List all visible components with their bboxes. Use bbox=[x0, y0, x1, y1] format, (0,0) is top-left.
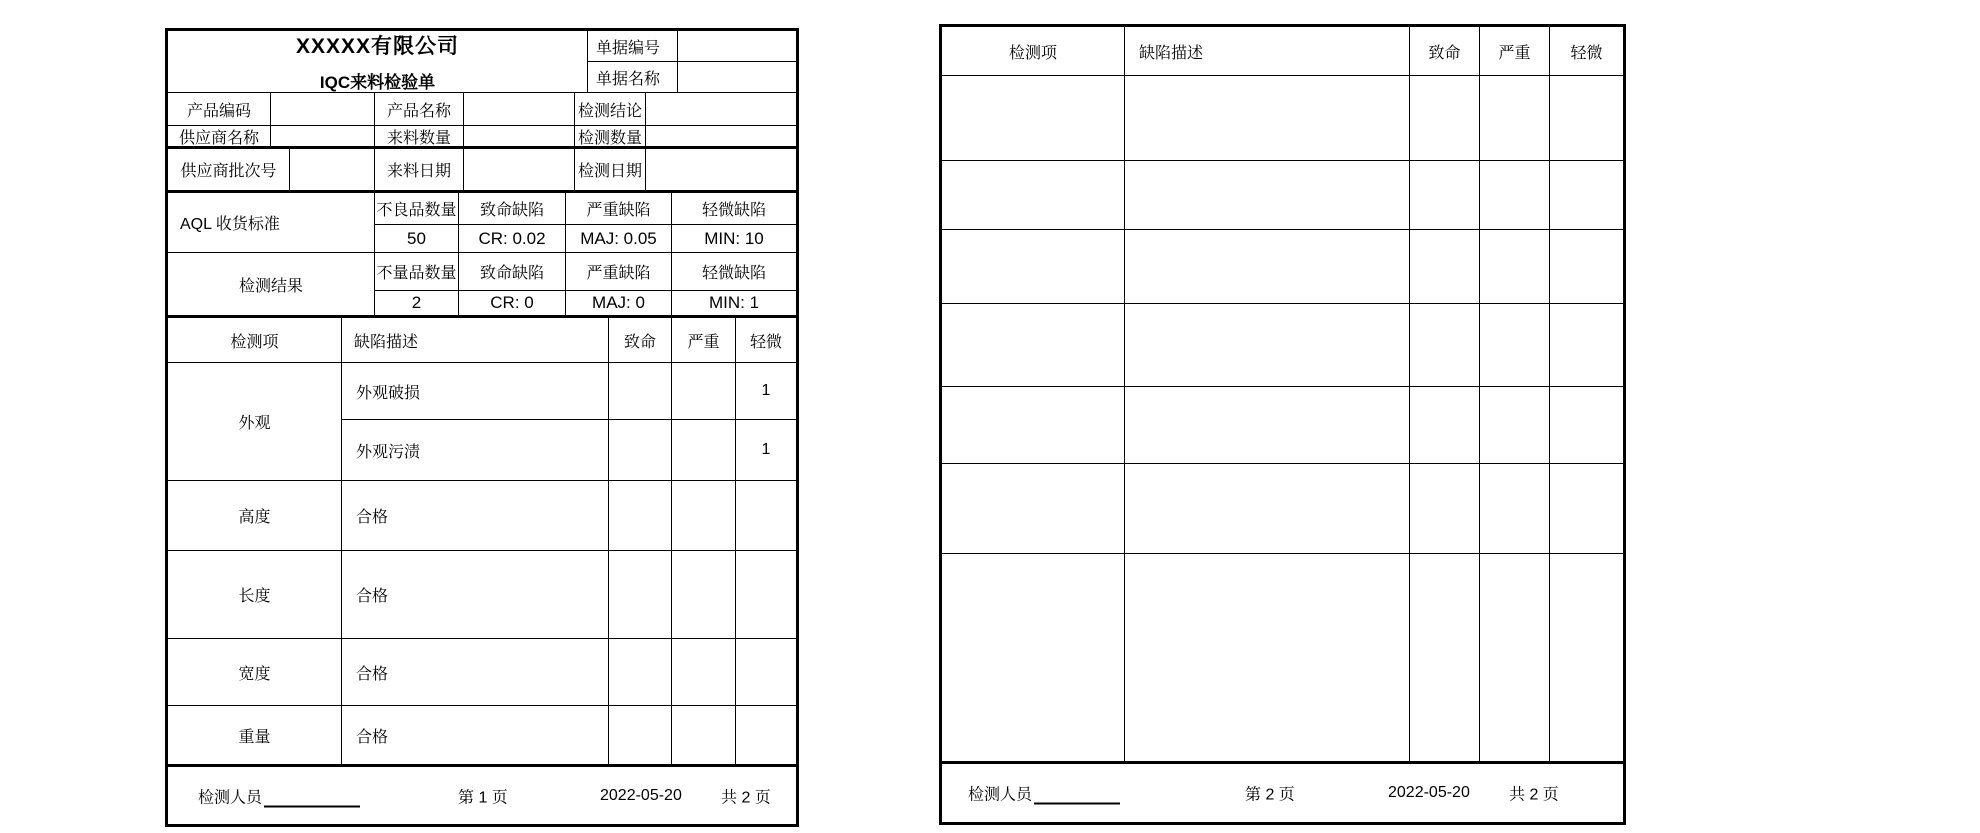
result-major-value: MAJ: 0 bbox=[566, 291, 672, 315]
critical-count bbox=[609, 706, 672, 764]
empty-cell bbox=[1410, 464, 1480, 553]
result-minor-header: 轻微缺陷 bbox=[701, 265, 766, 282]
major-count bbox=[672, 363, 736, 419]
product-name-value bbox=[464, 93, 575, 125]
major-count bbox=[672, 551, 736, 638]
empty-cell bbox=[1125, 230, 1410, 303]
major-count bbox=[672, 639, 736, 705]
empty-row bbox=[942, 230, 1623, 304]
empty-cell bbox=[942, 230, 1125, 303]
minor-count bbox=[736, 706, 796, 764]
detail-item-label: 长度 bbox=[168, 551, 342, 638]
empty-cell bbox=[1410, 554, 1480, 761]
aql-grid bbox=[375, 193, 796, 252]
empty-cell bbox=[1410, 230, 1480, 303]
product-name-label: 产品名称 bbox=[375, 93, 464, 125]
empty-cell bbox=[1550, 161, 1623, 229]
form-header bbox=[168, 31, 588, 92]
supplier-batch-value bbox=[290, 149, 375, 190]
print-date: 2022-05-20 bbox=[1388, 784, 1470, 801]
detail-header-minor: 轻微 bbox=[749, 333, 782, 351]
inspect-date-value bbox=[646, 149, 796, 190]
result-major-header: 严重缺陷 bbox=[566, 253, 672, 290]
inspect-qty-value bbox=[646, 126, 796, 146]
empty-cell bbox=[1410, 387, 1480, 463]
detail-group-weight bbox=[168, 706, 796, 767]
incoming-date-value bbox=[464, 149, 575, 190]
empty-cell bbox=[1480, 161, 1550, 229]
page-number: 第 1 页 bbox=[458, 789, 508, 806]
defect-desc: 外观破损 bbox=[342, 363, 609, 419]
supplier-name-label: 供应商名称 bbox=[168, 126, 271, 146]
info-row-supplier bbox=[168, 126, 796, 149]
supplier-name-value bbox=[271, 126, 375, 146]
empty-cell bbox=[1550, 464, 1623, 553]
incoming-date-label: 来料日期 bbox=[375, 149, 464, 190]
empty-cell bbox=[1550, 554, 1623, 761]
result-section bbox=[168, 253, 796, 318]
aql-minor-value: MIN: 10 bbox=[704, 228, 764, 248]
minor-count bbox=[736, 551, 796, 638]
empty-cell bbox=[1125, 464, 1410, 553]
info-row-batch bbox=[168, 149, 796, 193]
defect-desc: 合格 bbox=[342, 639, 609, 705]
info-row-product bbox=[168, 93, 796, 126]
empty-cell bbox=[1550, 387, 1623, 463]
empty-cell bbox=[1125, 554, 1410, 761]
doc-name-value bbox=[678, 62, 796, 93]
defect-desc: 外观污渍 bbox=[342, 420, 609, 480]
doc-no-label: 单据编号 bbox=[588, 31, 678, 61]
empty-cell bbox=[1125, 76, 1410, 160]
supplier-batch-label: 供应商批次号 bbox=[168, 149, 290, 190]
incoming-qty-label: 来料数量 bbox=[375, 126, 464, 146]
aql-defective-qty-header: 不良品数量 bbox=[375, 193, 459, 224]
inspect-date-label: 检测日期 bbox=[575, 149, 646, 190]
inspect-qty-label: 检测数量 bbox=[575, 126, 646, 146]
aql-major-header: 严重缺陷 bbox=[566, 193, 672, 224]
detail-header-item: 检测项 bbox=[942, 27, 1125, 75]
major-count bbox=[672, 481, 736, 550]
detail-header-row bbox=[168, 318, 796, 363]
detail-item-label: 重量 bbox=[168, 706, 342, 764]
page-number: 第 2 页 bbox=[1245, 786, 1295, 804]
result-grid bbox=[375, 253, 796, 315]
aql-critical-header: 致命缺陷 bbox=[459, 193, 566, 224]
signature-line bbox=[1034, 790, 1120, 805]
detail-group-length bbox=[168, 551, 796, 639]
detail-header-desc: 缺陷描述 bbox=[342, 318, 609, 362]
signature-line bbox=[264, 792, 360, 807]
empty-row bbox=[942, 387, 1623, 464]
empty-cell bbox=[942, 464, 1125, 553]
detail-header-desc: 缺陷描述 bbox=[1125, 27, 1410, 75]
aql-defective-qty-value: 50 bbox=[375, 225, 459, 252]
product-code-value bbox=[271, 93, 375, 125]
empty-row bbox=[942, 304, 1623, 387]
empty-cell bbox=[1480, 304, 1550, 386]
detail-row bbox=[342, 420, 796, 480]
empty-cell bbox=[1550, 76, 1623, 160]
detail-header-minor: 轻微 bbox=[1570, 44, 1603, 62]
detail-group-appearance bbox=[168, 363, 796, 481]
doc-name-label: 单据名称 bbox=[588, 62, 678, 93]
result-section-label: 检测结果 bbox=[168, 253, 375, 315]
defect-desc: 合格 bbox=[342, 706, 609, 764]
empty-cell bbox=[1480, 387, 1550, 463]
empty-cell bbox=[942, 161, 1125, 229]
inspector-signature bbox=[198, 784, 360, 807]
detail-group-height bbox=[168, 481, 796, 551]
page2-footer bbox=[942, 764, 1623, 822]
major-count bbox=[672, 420, 736, 480]
minor-count bbox=[736, 639, 796, 705]
empty-cell bbox=[1480, 464, 1550, 553]
minor-count bbox=[736, 481, 796, 550]
empty-cell bbox=[942, 304, 1125, 386]
empty-cell bbox=[942, 76, 1125, 160]
inspect-conclusion-label: 检测结论 bbox=[575, 93, 646, 125]
critical-count bbox=[609, 551, 672, 638]
page1-footer bbox=[168, 767, 796, 824]
aql-minor-header: 轻微缺陷 bbox=[701, 202, 766, 219]
detail-group-width bbox=[168, 639, 796, 706]
empty-cell bbox=[1480, 230, 1550, 303]
empty-row bbox=[942, 161, 1623, 230]
major-count bbox=[672, 706, 736, 764]
page1-inspection-form bbox=[165, 28, 799, 827]
detail-item-label: 外观 bbox=[168, 363, 342, 480]
detail-header-item: 检测项 bbox=[168, 318, 342, 362]
critical-count bbox=[609, 420, 672, 480]
empty-cell bbox=[1480, 554, 1550, 761]
inspect-conclusion-value bbox=[646, 93, 796, 125]
total-pages: 共 2 页 bbox=[721, 789, 771, 806]
page2-inspection-form bbox=[939, 24, 1626, 825]
empty-cell bbox=[1125, 304, 1410, 386]
detail-item-label: 高度 bbox=[168, 481, 342, 550]
empty-row bbox=[942, 464, 1623, 554]
result-defective-qty-value: 2 bbox=[375, 291, 459, 315]
result-minor-value: MIN: 1 bbox=[708, 293, 760, 312]
empty-cell bbox=[1410, 161, 1480, 229]
empty-cell bbox=[1550, 304, 1623, 386]
empty-cell bbox=[1480, 76, 1550, 160]
empty-cell bbox=[1550, 230, 1623, 303]
aql-major-value: MAJ: 0.05 bbox=[566, 225, 672, 252]
defect-desc: 合格 bbox=[342, 481, 609, 550]
detail-header-row bbox=[942, 27, 1623, 76]
incoming-qty-value bbox=[464, 126, 575, 146]
empty-cell bbox=[942, 387, 1125, 463]
detail-header-critical: 致命 bbox=[609, 318, 672, 362]
result-defective-qty-header: 不量品数量 bbox=[375, 253, 459, 290]
aql-section-label: AQL 收货标准 bbox=[168, 193, 375, 252]
print-date: 2022-05-20 bbox=[600, 786, 682, 804]
empty-cell bbox=[1125, 161, 1410, 229]
critical-count bbox=[609, 639, 672, 705]
detail-header-major: 严重 bbox=[1480, 27, 1550, 75]
empty-cell bbox=[1410, 76, 1480, 160]
inspector-label: 检测人员 bbox=[968, 786, 1033, 804]
empty-cell bbox=[1410, 304, 1480, 386]
detail-header-major: 严重 bbox=[672, 318, 736, 362]
aql-critical-value: CR: 0.02 bbox=[459, 225, 566, 252]
product-code-label: 产品编码 bbox=[168, 93, 271, 125]
result-critical-value: CR: 0 bbox=[459, 291, 566, 315]
critical-count bbox=[609, 363, 672, 419]
minor-count: 1 bbox=[761, 382, 771, 399]
empty-row bbox=[942, 554, 1623, 764]
result-critical-header: 致命缺陷 bbox=[459, 253, 566, 290]
defect-desc: 合格 bbox=[342, 551, 609, 638]
doc-meta-block bbox=[588, 31, 796, 92]
aql-section bbox=[168, 193, 796, 253]
empty-row bbox=[942, 76, 1623, 161]
doc-no-value bbox=[678, 31, 796, 61]
inspector-signature bbox=[968, 782, 1120, 805]
detail-header-critical: 致命 bbox=[1410, 27, 1480, 75]
empty-cell bbox=[942, 554, 1125, 761]
detail-row bbox=[342, 363, 796, 420]
total-pages: 共 2 页 bbox=[1509, 786, 1559, 804]
form-title: IQC来料检验单 bbox=[319, 73, 436, 92]
title-block bbox=[168, 31, 796, 93]
critical-count bbox=[609, 481, 672, 550]
inspector-label: 检测人员 bbox=[198, 789, 263, 806]
minor-count: 1 bbox=[761, 441, 771, 458]
empty-cell bbox=[1125, 387, 1410, 463]
company-name: XXXXX有限公司 bbox=[295, 35, 460, 58]
detail-item-label: 宽度 bbox=[168, 639, 342, 705]
